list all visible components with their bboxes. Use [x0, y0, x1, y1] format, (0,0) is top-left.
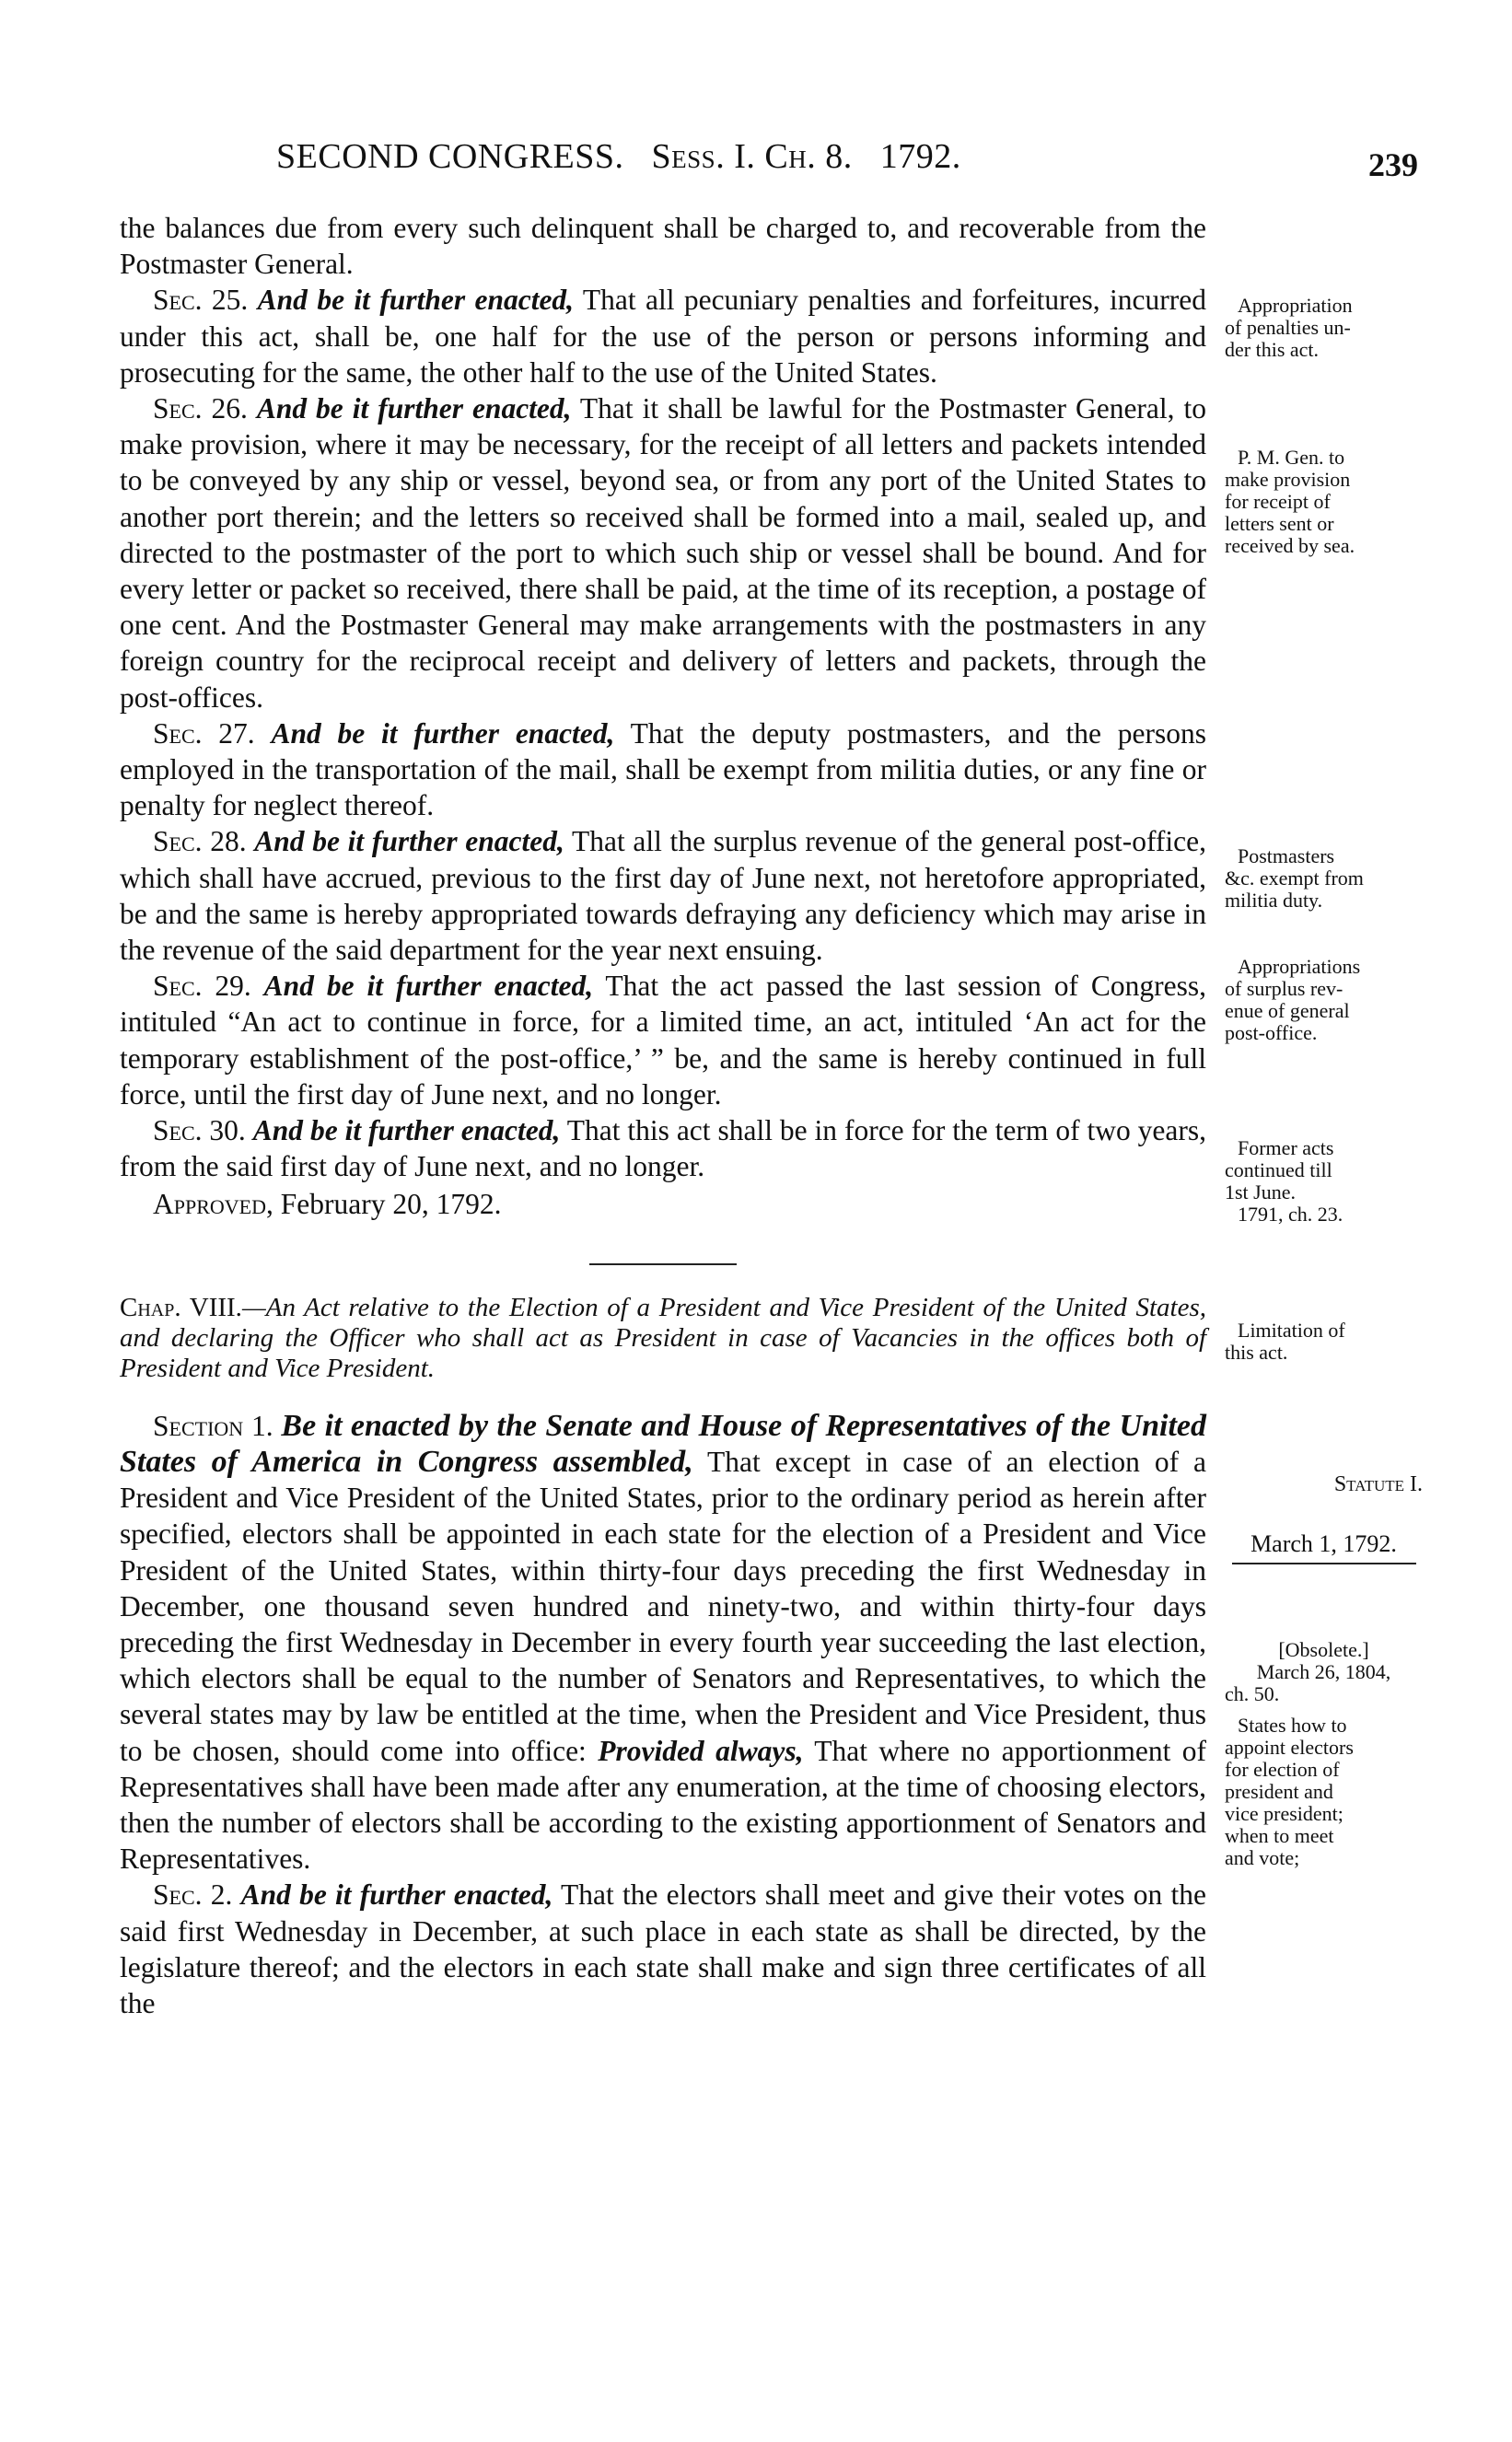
- note-line: States how to: [1238, 1714, 1347, 1737]
- sec27-text: That the deputy postmasters, and the persons employed in the transportation of the mail, shall be exempt from militia duties, or any fine or penalty for neglect thereof.: [120, 716, 1206, 822]
- section-30: [120, 1112, 1206, 1184]
- chapter-title: —An Act relative to the Election of a President and Vice President of the United States, and declaring the Officer who shall act as President in case of Vacancies in the offices both of President and Vice President.: [120, 1292, 1206, 1383]
- note-line: for election of: [1225, 1758, 1340, 1781]
- approved-label: Approved,: [153, 1188, 273, 1221]
- running-year: 1792.: [879, 137, 961, 176]
- s2-text: That the electors shall meet and give their votes on the said first Wednesday in December, at such place in each state as shall be directed, by the legislature thereof; and the electors in each state shall make and sign three certificates of all the: [120, 1878, 1206, 2019]
- note-line: militia duty.: [1225, 889, 1323, 912]
- sec25-clause: And be it further enacted,: [257, 284, 575, 317]
- sec28-number: Sec. 28.: [153, 825, 247, 858]
- note-line: Postmasters: [1238, 844, 1335, 867]
- margin-note-receipt-by-sea: [1225, 447, 1423, 557]
- sec28-text: That all the surplus revenue of the general post-office, which shall have accrued, previous to the first day of June next, not heretofore appropriated, be and the same is hereby appropriated towards defraying any deficiency which may arise in the revenue of the said department for the year next ensuing.: [120, 825, 1206, 967]
- note-line: and vote;: [1225, 1846, 1300, 1869]
- section-27: [120, 715, 1206, 824]
- note-line: of penalties un-: [1225, 316, 1351, 339]
- note-line: Appropriation: [1238, 294, 1353, 317]
- running-chapter: Ch. 8.: [764, 137, 853, 176]
- page-header: [120, 125, 1418, 183]
- section-25: [120, 282, 1206, 390]
- margin-note-surplus-revenue: [1225, 956, 1423, 1044]
- section-26: [120, 390, 1206, 715]
- section-divider: [589, 1263, 737, 1265]
- s1-proviso: Provided always,: [598, 1734, 804, 1767]
- sec26-text: That it shall be lawful for the Postmaster General, to make provision, where it may be necessary, for the receipt of all letters and packets intended to be conveyed by any ship or vessel, beyond sea, or from any port of the United States to another port therein; and the letters so received shall be formed into a mail, sealed up, and directed to the postmaster of the port to which such ship or vessel shall be bound. And for every letter or packet so received, there shall be paid, at the time of its reception, a postage of one cent. And the Postmaster General may make arrangements with the postmasters in any foreign country for the reciprocal receipt and delivery of letters and packets, through the post-offices.: [120, 392, 1206, 714]
- note-line: appoint electors: [1225, 1736, 1354, 1759]
- running-title: [276, 136, 961, 177]
- sec29-text: That the act passed the last session of Congress, intituled “An act to continue in force, for a limited time, an act, intituled ‘An act for the temporary establishment of the post-office,’ ” be, and the same is hereby continued in full force, until the first day of June next, and no longer.: [120, 970, 1206, 1111]
- sec29-clause: And be it further enacted,: [263, 970, 594, 1003]
- note-line: der this act.: [1225, 338, 1320, 361]
- note-line: received by sea.: [1225, 534, 1355, 557]
- s1-number: Section 1.: [153, 1409, 273, 1442]
- note-line: enue of general: [1225, 999, 1350, 1022]
- running-session: Sess. I.: [651, 137, 756, 176]
- note-line: March 26, 1804,: [1256, 1660, 1391, 1683]
- note-line: president and: [1225, 1780, 1333, 1803]
- note-line: post-office.: [1225, 1021, 1318, 1044]
- margin-note-date: [1225, 1530, 1423, 1564]
- sec29-number: Sec. 29.: [153, 970, 251, 1003]
- chap8-section-1: [120, 1408, 1206, 1878]
- date-divider: [1232, 1563, 1416, 1564]
- margin-note-penalties: [1225, 295, 1423, 361]
- chap8-section-2: [120, 1877, 1206, 2021]
- sec27-clause: And be it further enacted,: [271, 716, 615, 750]
- note-line: this act.: [1225, 1341, 1288, 1364]
- section-29: [120, 968, 1206, 1112]
- section-28: [120, 823, 1206, 968]
- margin-note-former-acts: [1225, 1137, 1423, 1226]
- note-line: P. M. Gen. to: [1238, 446, 1345, 469]
- note-line: Former acts: [1238, 1136, 1334, 1159]
- margin-note-electors: [1225, 1715, 1423, 1869]
- note-line: letters sent or: [1225, 512, 1334, 535]
- s2-clause: And be it further enacted,: [240, 1878, 553, 1912]
- continuation-paragraph: the balances due from every such delinquent shall be charged to, and recoverable from the Postmaster General.: [120, 212, 1206, 281]
- sec25-text: That all pecuniary penalties and forfeitures, incurred under this act, shall be, one half for the use of the person or persons informing and prosecuting for the same, the other half to the use of the United States.: [120, 284, 1206, 389]
- note-line: [Obsolete.]: [1278, 1638, 1369, 1661]
- note-line: Limitation of: [1238, 1319, 1345, 1342]
- note-line: of surplus rev-: [1225, 977, 1343, 1000]
- margin-note-limitation: [1225, 1320, 1423, 1364]
- note-line: ch. 50.: [1225, 1682, 1280, 1705]
- note-line: Appropriations: [1238, 955, 1361, 978]
- note-line: 1st June.: [1225, 1180, 1296, 1204]
- s2-number: Sec. 2.: [153, 1878, 233, 1912]
- main-text: [120, 210, 1206, 2021]
- page-number: 239: [1368, 146, 1418, 183]
- note-line: make provision: [1225, 468, 1351, 491]
- margin-note-obsolete: [1225, 1639, 1423, 1705]
- sec27-number: Sec. 27.: [153, 716, 255, 750]
- sec30-clause: And be it further enacted,: [252, 1114, 561, 1147]
- approved-line: [120, 1186, 1206, 1222]
- sec30-number: Sec. 30.: [153, 1114, 246, 1147]
- note-line: when to meet: [1225, 1824, 1334, 1847]
- note-line: &c. exempt from: [1225, 866, 1364, 890]
- sec30-text: That this act shall be in force for the term of two years, from the said first day of June next, and no longer.: [120, 1114, 1207, 1183]
- s1-text-a: That except in case of an election of a President and Vice President of the United States, prior to the ordinary period as herein after specified, electors shall be appointed in each state for the election of a President and Vice President of the United States, within thirty-four days preceding the first Wednesday in December, one thousand seven hundred and ninety-two, and within thirty-four days preceding the first Wednesday in December in every fourth year succeeding the last election, which electors shall be equal to the number of Senators and Representatives, to which the several states may by law be entitled at the time, when the President and Vice President, thus to be chosen, should come into office:: [120, 1445, 1206, 1767]
- sec28-clause: And be it further enacted,: [254, 825, 564, 858]
- s1-enacting-clause: Be it enacted by the Senate and House of Representatives of the United States of America in Congress assembled,: [120, 1408, 1207, 1479]
- margin-note-militia-exempt: [1225, 845, 1423, 912]
- chapter-label: Chap. VIII.: [120, 1292, 242, 1322]
- note-line: continued till: [1225, 1158, 1332, 1181]
- running-congress: SECOND CONGRESS.: [276, 137, 624, 176]
- chapter-heading: [120, 1293, 1206, 1384]
- note-line: vice president;: [1225, 1802, 1343, 1825]
- s1-text-b: That where no apportionment of Representatives shall have been made after any enumeration, at the time of choosing electors, then the number of electors shall be according to the existing apportionment of Senators and Representatives.: [120, 1734, 1207, 1876]
- sec25-number: Sec. 25.: [153, 284, 249, 317]
- note-line: for receipt of: [1225, 490, 1331, 513]
- statute-label: Statute I.: [1333, 1472, 1423, 1496]
- sec26-number: Sec. 26.: [153, 392, 248, 425]
- act-date: March 1, 1792.: [1250, 1530, 1397, 1557]
- approved-date: February 20, 1792.: [273, 1188, 502, 1221]
- sec26-clause: And be it further enacted,: [256, 392, 572, 425]
- note-line: 1791, ch. 23.: [1238, 1203, 1343, 1226]
